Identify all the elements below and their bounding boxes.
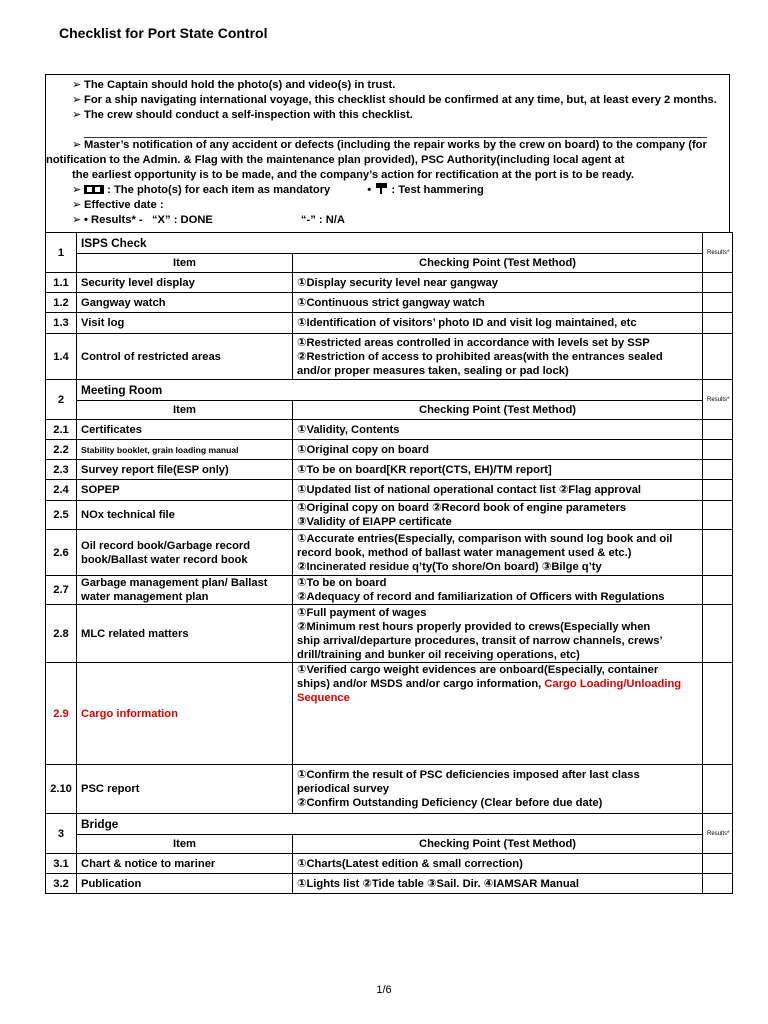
column-header-row bbox=[46, 401, 733, 420]
item-column-header: Item bbox=[77, 401, 293, 420]
item-cell: Security level display bbox=[77, 273, 293, 293]
results-header: Results* bbox=[703, 814, 733, 854]
checking-point-cell bbox=[293, 663, 703, 765]
row-number: 2.1 bbox=[46, 420, 77, 440]
results-cell[interactable] bbox=[703, 663, 733, 765]
checking-point-line: ①Identification of visitors’ photo ID and visit log maintained, etc bbox=[297, 317, 637, 329]
section-number: 3 bbox=[46, 814, 77, 854]
checking-point-column-header: Checking Point (Test Method) bbox=[293, 254, 703, 273]
item-cell: Chart & notice to mariner bbox=[77, 854, 293, 874]
checking-point-line: ①Verified cargo weight evidences are onboard(Especially, container bbox=[297, 664, 659, 676]
item-cell: Oil record book/Garbage record book/Ballast water record book bbox=[77, 530, 293, 576]
section-header-row bbox=[46, 814, 733, 835]
section-title: Meeting Room bbox=[77, 380, 703, 401]
checking-point-line: periodical survey bbox=[297, 783, 390, 795]
table-row bbox=[46, 530, 733, 576]
checking-point-line: ship arrival/departure procedures, transit of narrow channels, crews’ bbox=[297, 634, 663, 647]
section-header-row bbox=[46, 380, 733, 401]
item-cell: Gangway watch bbox=[77, 293, 293, 313]
photo-legend: : The photo(s) for each item as mandatory bbox=[107, 184, 331, 196]
table-row bbox=[46, 273, 733, 293]
table-row bbox=[46, 440, 733, 460]
section-number: 1 bbox=[46, 233, 77, 273]
checking-point-line: ①Lights list ②Tide table ③Sail. Dir. ④IAMSAR Manual bbox=[297, 877, 579, 890]
hammer-icon bbox=[374, 183, 388, 194]
results-cell[interactable] bbox=[703, 293, 733, 313]
checking-point-cell bbox=[293, 273, 703, 293]
row-number: 1.4 bbox=[46, 334, 77, 380]
checking-point-line: ②Restriction of access to prohibited areas(with the entrances sealed bbox=[297, 350, 663, 363]
instruction-line: For a ship navigating international voyage, this checklist should be confirmed at any time, but, at least every 2 months. bbox=[84, 94, 717, 106]
results-cell[interactable] bbox=[703, 576, 733, 605]
results-header: Results* bbox=[703, 233, 733, 273]
checking-point-cell bbox=[293, 530, 703, 576]
checking-point-line: ②Minimum rest hours properly provided to crews(Especially when bbox=[297, 620, 651, 633]
item-cell: NOx technical file bbox=[77, 501, 293, 530]
checking-point-line: ①Confirm the result of PSC deficiencies imposed after last class bbox=[297, 769, 640, 781]
checking-point-cell bbox=[293, 313, 703, 334]
item-cell: Visit log bbox=[77, 313, 293, 334]
results-legend: • Results* - “X” : DONE bbox=[84, 214, 213, 226]
checking-point-line: ②Adequacy of record and familiarization of Officers with Regulations bbox=[297, 591, 665, 603]
checking-point-highlight: Sequence bbox=[297, 692, 350, 704]
results-cell[interactable] bbox=[703, 501, 733, 530]
results-cell[interactable] bbox=[703, 765, 733, 814]
item-cell: MLC related matters bbox=[77, 605, 293, 663]
item-cell: Certificates bbox=[77, 420, 293, 440]
checking-point-line: ①To be on board[KR report(CTS, EH)/TM report] bbox=[297, 463, 552, 476]
checking-point-line: ③Validity of EIAPP certificate bbox=[297, 516, 452, 528]
row-number: 2.2 bbox=[46, 440, 77, 460]
table-row bbox=[46, 480, 733, 501]
row-number: 3.2 bbox=[46, 874, 77, 894]
results-cell[interactable] bbox=[703, 420, 733, 440]
checking-point-line: ①Updated list of national operational contact list ②Flag approval bbox=[297, 484, 642, 496]
checking-point-line: ①Continuous strict gangway watch bbox=[297, 296, 485, 309]
section-number: 2 bbox=[46, 380, 77, 420]
row-number: 2.3 bbox=[46, 460, 77, 480]
column-header-row bbox=[46, 254, 733, 273]
checking-point-line: ships) and/or MSDS and/or cargo information, bbox=[297, 678, 545, 690]
row-number: 2.5 bbox=[46, 501, 77, 530]
results-cell[interactable] bbox=[703, 440, 733, 460]
checking-point-column-header: Checking Point (Test Method) bbox=[293, 401, 703, 420]
table-row bbox=[46, 576, 733, 605]
row-number: 3.1 bbox=[46, 854, 77, 874]
table-row bbox=[46, 293, 733, 313]
checking-point-line: and/or proper measures taken, sealing or pad lock) bbox=[297, 364, 569, 377]
checking-point-line: ①Display security level near gangway bbox=[297, 276, 498, 289]
item-column-header: Item bbox=[77, 835, 293, 854]
table-row bbox=[46, 605, 733, 663]
checking-point-line: ①To be on board bbox=[297, 577, 387, 589]
row-number: 1.2 bbox=[46, 293, 77, 313]
checking-point-cell bbox=[293, 480, 703, 501]
item-cell: Control of restricted areas bbox=[77, 334, 293, 380]
results-cell[interactable] bbox=[703, 530, 733, 576]
checklist-table bbox=[45, 232, 733, 894]
table-row bbox=[46, 874, 733, 894]
results-cell[interactable] bbox=[703, 273, 733, 293]
row-number: 1.1 bbox=[46, 273, 77, 293]
item-cell: Publication bbox=[77, 874, 293, 894]
results-cell[interactable] bbox=[703, 605, 733, 663]
hammer-legend: : Test hammering bbox=[391, 184, 484, 196]
checking-point-line: ①Original copy on board bbox=[297, 443, 429, 456]
row-number: 2.9 bbox=[46, 663, 77, 765]
checking-point-highlight: Cargo Loading/Unloading bbox=[544, 678, 682, 690]
item-column-header: Item bbox=[77, 254, 293, 273]
page-title: Checklist for Port State Control bbox=[59, 25, 268, 41]
checking-point-cell bbox=[293, 293, 703, 313]
results-header: Results* bbox=[703, 380, 733, 420]
section-title: ISPS Check bbox=[77, 233, 703, 254]
row-number: 2.8 bbox=[46, 605, 77, 663]
results-cell[interactable] bbox=[703, 480, 733, 501]
checking-point-cell bbox=[293, 420, 703, 440]
row-number: 2.6 bbox=[46, 530, 77, 576]
effective-date-label: Effective date : bbox=[84, 199, 164, 211]
checking-point-line: ②Confirm Outstanding Deficiency (Clear before due date) bbox=[297, 797, 603, 809]
section-title: Bridge bbox=[77, 814, 703, 835]
results-cell[interactable] bbox=[703, 313, 733, 334]
checking-point-cell bbox=[293, 874, 703, 894]
checking-point-line: ①Original copy on board ②Record book of engine parameters bbox=[297, 502, 627, 514]
row-number: 2.7 bbox=[46, 576, 77, 605]
instruction-line: The Captain should hold the photo(s) and video(s) in trust. bbox=[84, 79, 396, 91]
checking-point-cell bbox=[293, 576, 703, 605]
na-legend: “-” : N/A bbox=[300, 214, 345, 226]
table-row bbox=[46, 420, 733, 440]
results-cell[interactable] bbox=[703, 334, 733, 380]
checking-point-column-header: Checking Point (Test Method) bbox=[293, 835, 703, 854]
checking-point-line: ②Incinerated residue q’ty(To shore/On board) ③Bilge q’ty bbox=[297, 560, 602, 573]
results-cell[interactable] bbox=[703, 874, 733, 894]
table-row bbox=[46, 460, 733, 480]
row-number: 1.3 bbox=[46, 313, 77, 334]
column-header-row bbox=[46, 835, 733, 854]
item-cell: Cargo information bbox=[77, 663, 293, 765]
instruction-line: the earliest opportunity is to be made, and the company’s action for rectification at the port is to be ready. bbox=[72, 169, 634, 181]
checking-point-cell bbox=[293, 501, 703, 530]
checking-point-line: ①Charts(Latest edition & small correction) bbox=[297, 857, 523, 870]
results-cell[interactable] bbox=[703, 854, 733, 874]
table-row bbox=[46, 313, 733, 334]
checking-point-cell bbox=[293, 854, 703, 874]
instruction-line: notification to the Admin. & Flag with the maintenance plan provided), PSC Authority(including local agent at bbox=[46, 154, 625, 166]
item-cell: Stability booklet, grain loading manual bbox=[77, 440, 293, 460]
checking-point-line: ①Full payment of wages bbox=[297, 606, 427, 619]
page-number: 1/6 bbox=[376, 984, 392, 996]
table-row bbox=[46, 854, 733, 874]
instruction-line: The crew should conduct a self-inspection with this checklist. bbox=[84, 109, 413, 121]
results-cell[interactable] bbox=[703, 460, 733, 480]
table-row bbox=[46, 501, 733, 530]
table-row bbox=[46, 663, 733, 765]
checking-point-cell bbox=[293, 605, 703, 663]
instructions-box: ➢ The Captain should hold the photo(s) and video(s) in trust. ➢ For a ship navigating international voyage, this checklist should be confirmed at any time, but, at least every 2 months. ➢ The crew should conduct a self-inspection with this checklist. ➢ Master’s notification of any accident or defects (including the repair works by the crew on board) to the company (for notification to the Admin. & Flag with the maintenance plan provided), PSC Authority(including local agent at the earliest opportunity is to be made, and the company’s action for rectification at the port is to be ready. ➢ : The photo(s) for each item as mandatory • : Test hammering ➢ Effective date : ➢ • Results* - “X” : DONE “-” : N/A bbox=[45, 74, 730, 232]
checking-point-line: ①Accurate entries(Especially, comparison with sound log book and oil bbox=[297, 532, 673, 545]
checking-point-cell bbox=[293, 460, 703, 480]
item-cell: Garbage management plan/ Ballast water management plan bbox=[77, 576, 293, 605]
row-number: 2.10 bbox=[46, 765, 77, 814]
row-number: 2.4 bbox=[46, 480, 77, 501]
instruction-line: Master’s notification of any accident or defects (including the repair works by the crew on board) to the company (for bbox=[84, 139, 707, 151]
checking-point-line: ①Validity, Contents bbox=[297, 423, 400, 436]
checking-point-cell bbox=[293, 765, 703, 814]
checking-point-line: record book, method of ballast water management used & etc.) bbox=[297, 546, 632, 559]
item-cell: PSC report bbox=[77, 765, 293, 814]
checking-point-cell bbox=[293, 334, 703, 380]
section-header-row bbox=[46, 233, 733, 254]
table-row bbox=[46, 334, 733, 380]
camera-icon bbox=[84, 185, 104, 194]
item-cell: SOPEP bbox=[77, 480, 293, 501]
item-cell: Survey report file(ESP only) bbox=[77, 460, 293, 480]
checking-point-line: ①Restricted areas controlled in accordance with levels set by SSP bbox=[297, 336, 650, 349]
checking-point-line: drill/training and bunker oil receiving operations, etc) bbox=[297, 648, 580, 661]
checking-point-cell bbox=[293, 440, 703, 460]
table-row bbox=[46, 765, 733, 814]
